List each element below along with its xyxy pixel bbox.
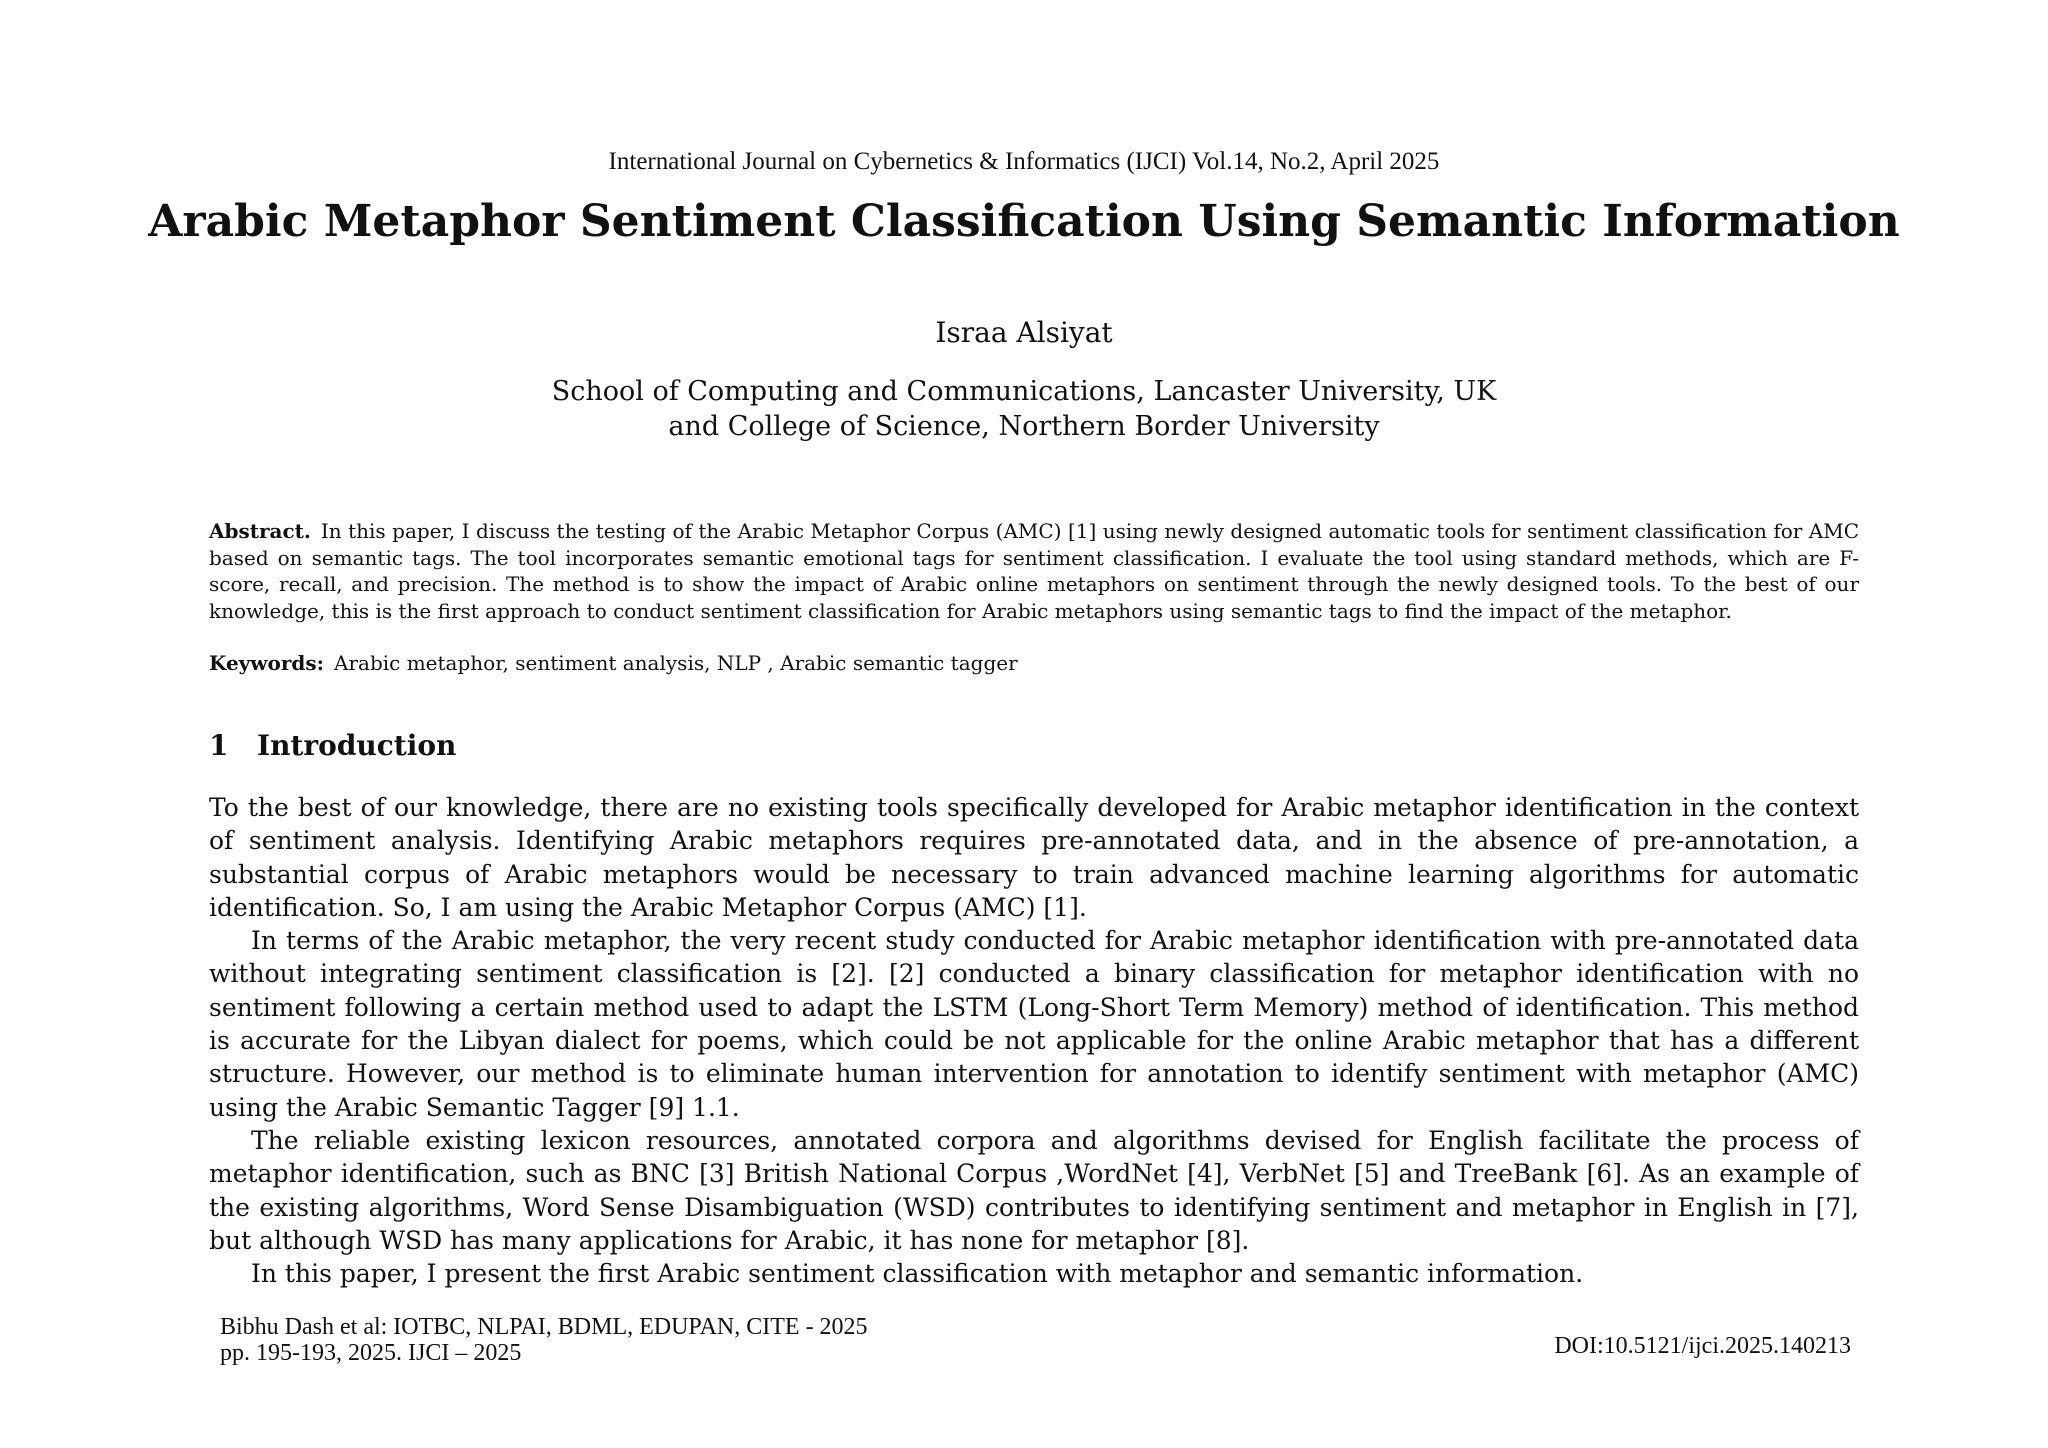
footer-citation (220, 1314, 868, 1366)
affiliation-line-1: School of Computing and Communications, Lancaster University, UK (551, 376, 1497, 407)
footer-doi: DOI:10.5121/ijci.2025.140213 (1554, 1333, 1851, 1359)
footer-line-1: Bibhu Dash et al: IOTBC, NLPAI, BDML, EDUPAN, CITE - 2025 (220, 1314, 868, 1340)
intro-paragraph-3: The reliable existing lexicon resources, annotated corpora and algorithms devised for English facilitate the process of metaphor identification, such as BNC [3] British National Corpus ,WordNet [4], VerbNet [5] and TreeBank [6]. As an example of the existing algorithms, Word Sense Disambiguation (WSD) contributes to identifying sentiment and metaphor in English in [7], but although WSD has many applications for Arabic, it has none for metaphor [8]. (209, 1125, 1859, 1255)
author-name: Israa Alsiyat (935, 316, 1113, 349)
intro-paragraph-1: To the best of our knowledge, there are no existing tools specifically developed for Arabic metaphor identification in the context of sentiment analysis. Identifying Arabic metaphors requires pre-annotated data, and in the absence of pre-annotation, a substantial corpus of Arabic metaphors would be necessary to train advanced machine learning algorithms for automatic identification. So, I am using the Arabic Metaphor Corpus (AMC) [1]. (209, 793, 1859, 922)
affiliation-line-2: and College of Science, Northern Border University (668, 411, 1380, 442)
abstract (209, 518, 1859, 624)
keywords-text: Arabic metaphor, sentiment analysis, NLP , Arabic semantic tagger (334, 651, 1018, 675)
section-heading-introduction (209, 729, 456, 762)
author-affiliation (0, 374, 2048, 444)
journal-header: International Journal on Cybernetics & Informatics (IJCI) Vol.14, No.2, April 2025 (608, 148, 1440, 175)
abstract-label: Abstract. (209, 519, 311, 543)
paper-title: Arabic Metaphor Sentiment Classification Using Semantic Information (148, 196, 1900, 247)
introduction-body (209, 791, 1859, 1290)
intro-paragraph-2: In terms of the Arabic metaphor, the very recent study conducted for Arabic metaphor identification with pre-annotated data without integrating sentiment classification is [2]. [2] conducted a binary classification for metaphor identification with no sentiment following a certain method used to adapt the LSTM (Long-Short Term Memory) method of identification. This method is accurate for the Libyan dialect for poems, which could be not applicable for the online Arabic metaphor that has a different structure. However, our method is to eliminate human intervention for annotation to identify sentiment with metaphor (AMC) using the Arabic Semantic Tagger [9] 1.1. (209, 926, 1859, 1122)
footer-line-2: pp. 195-193, 2025. IJCI – 2025 (220, 1340, 522, 1366)
keywords (209, 651, 1859, 675)
abstract-text: In this paper, I discuss the testing of the Arabic Metaphor Corpus (AMC) [1] using newly designed automatic tools for sentiment classification for AMC based on semantic tags. The tool incorporates semantic emotional tags for sentiment classification. I evaluate the tool using standard methods, which are F-score, recall, and precision. The method is to show the impact of Arabic online metaphors on sentiment through the newly designed tools. To the best of our knowledge, this is the first approach to conduct sentiment classification for Arabic metaphors using semantic tags to find the impact of the metaphor. (209, 519, 1859, 623)
section-number: 1 (209, 729, 229, 762)
intro-paragraph-4: In this paper, I present the first Arabic sentiment classification with metaphor and semantic information. (251, 1259, 1584, 1289)
section-title: Introduction (257, 729, 457, 762)
keywords-label: Keywords: (209, 651, 325, 675)
